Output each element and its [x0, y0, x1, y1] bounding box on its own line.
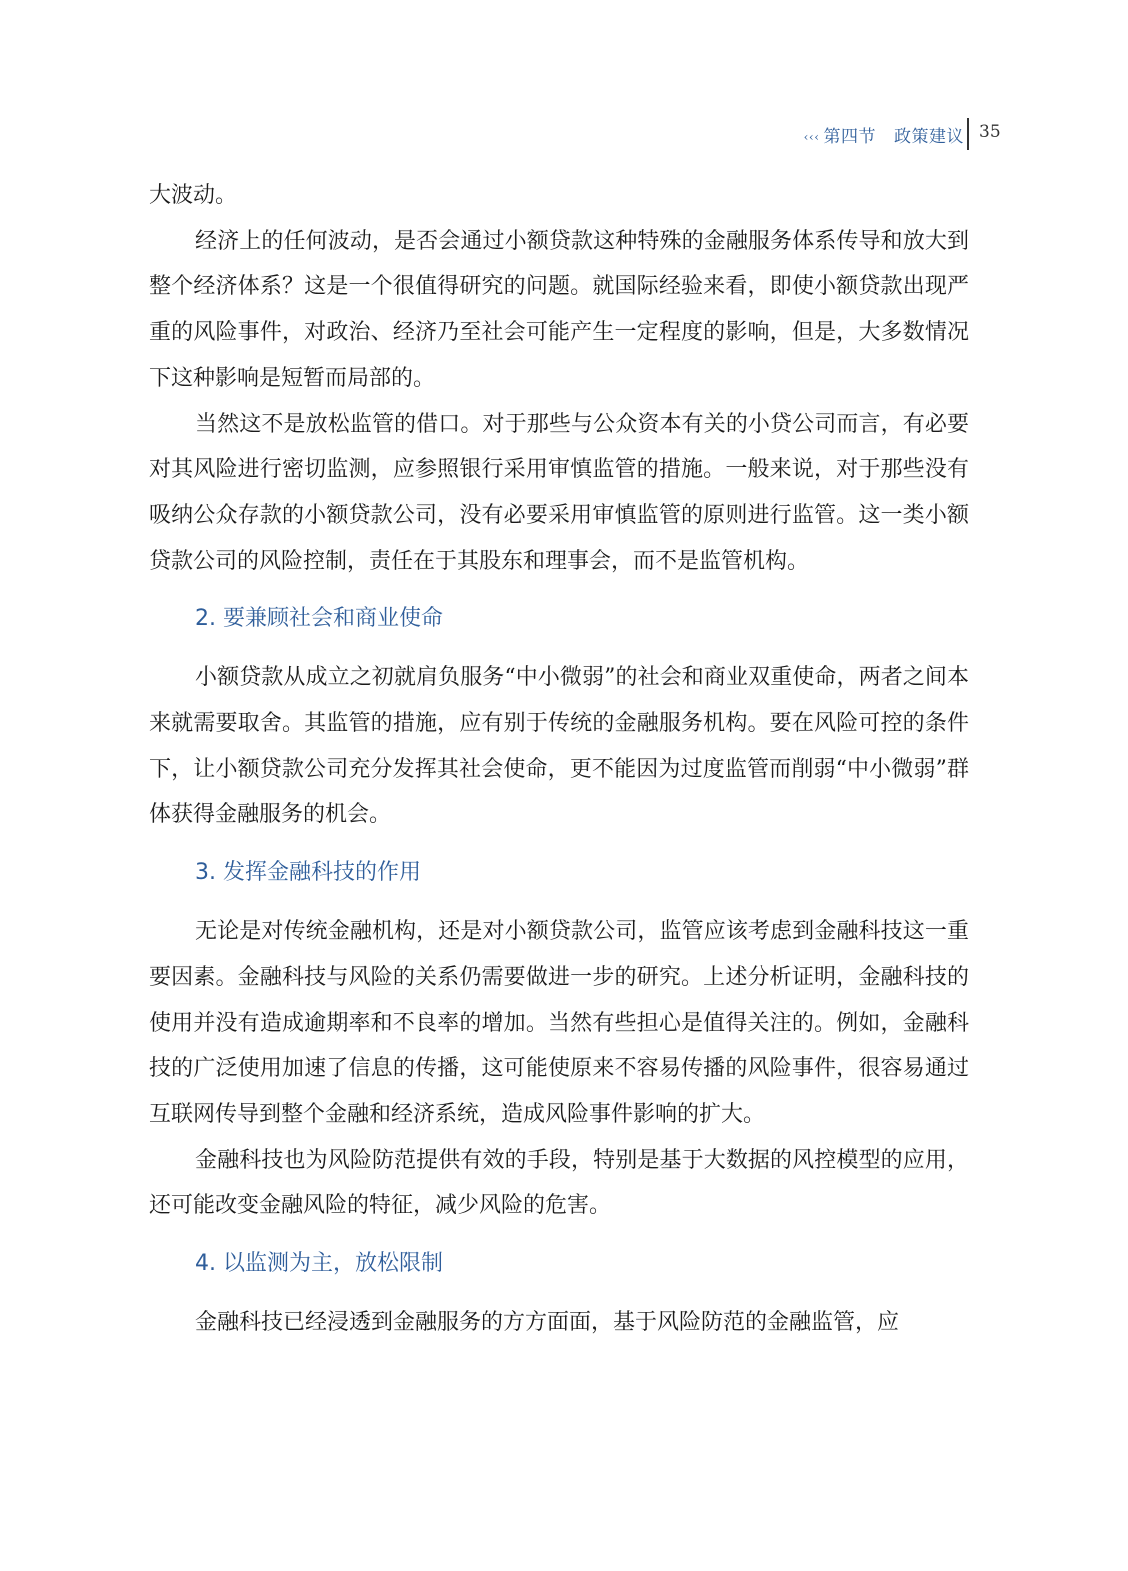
paragraph: 经济上的任何波动，是否会通过小额贷款这种特殊的金融服务体系传导和放大到整个经济体系？这是一个很值得研究的问题。就国际经验来看，即使小额贷款出现严重的风险事件，对政治、经济乃至社会可能产生一定程度的影响，但是，大多数情况下这种影响是短暂而局部的。 [149, 228, 969, 391]
chevron-left-icon: ‹‹‹ [803, 130, 820, 144]
paragraph: 当然这不是放松监管的借口。对于那些与公众资本有关的小贷公司而言，有必要对其风险进行密切监测，应参照银行采用审慎监管的措施。一般来说，对于那些没有吸纳公众存款的小额贷款公司，没有必要采用审慎监管的原则进行监管。这一类小额贷款公司的风险控制，责任在于其股东和理事会，而不是监管机构。 [149, 411, 969, 574]
header-divider [967, 118, 969, 150]
paragraph: 小额贷款从成立之初就肩负服务“中小微弱”的社会和商业双重使命，两者之间本来就需要取舍。其监管的措施，应有别于传统的金融服务机构。要在风险可控的条件下，让小额贷款公司充分发挥其社会使命，更不能因为过度监管而削弱“中小微弱”群体获得金融服务的机会。 [149, 665, 969, 828]
subsection-heading: 2. 要兼顾社会和商业使命 [195, 606, 443, 632]
page-number: 35 [979, 122, 1001, 142]
subsection-heading: 4. 以监测为主，放松限制 [195, 1251, 443, 1277]
paragraph: 金融科技也为风险防范提供有效的手段，特别是基于大数据的风控模型的应用，还可能改变金融风险的特征，减少风险的危害。 [149, 1147, 969, 1219]
section-header [804, 122, 964, 147]
running-header [0, 118, 1128, 152]
paragraph: 金融科技已经浸透到金融服务的方方面面，基于风险防范的金融监管，应 [195, 1310, 900, 1336]
section-title: 政策建议 [894, 127, 964, 147]
paragraph: 无论是对传统金融机构，还是对小额贷款公司，监管应该考虑到金融科技这一重要因素。金融科技与风险的关系仍需要做进一步的研究。上述分析证明，金融科技的使用并没有造成逾期率和不良率的增加。当然有些担心是值得关注的。例如，金融科技的广泛使用加速了信息的传播，这可能使原来不容易传播的风险事件，很容易通过互联网传导到整个金融和经济系统，造成风险事件影响的扩大。 [149, 919, 969, 1127]
paragraph: 大波动。 [149, 183, 238, 208]
section-number: 第四节 [823, 127, 876, 147]
page-body [149, 173, 969, 1346]
subsection-heading: 3. 发挥金融科技的作用 [195, 860, 421, 886]
